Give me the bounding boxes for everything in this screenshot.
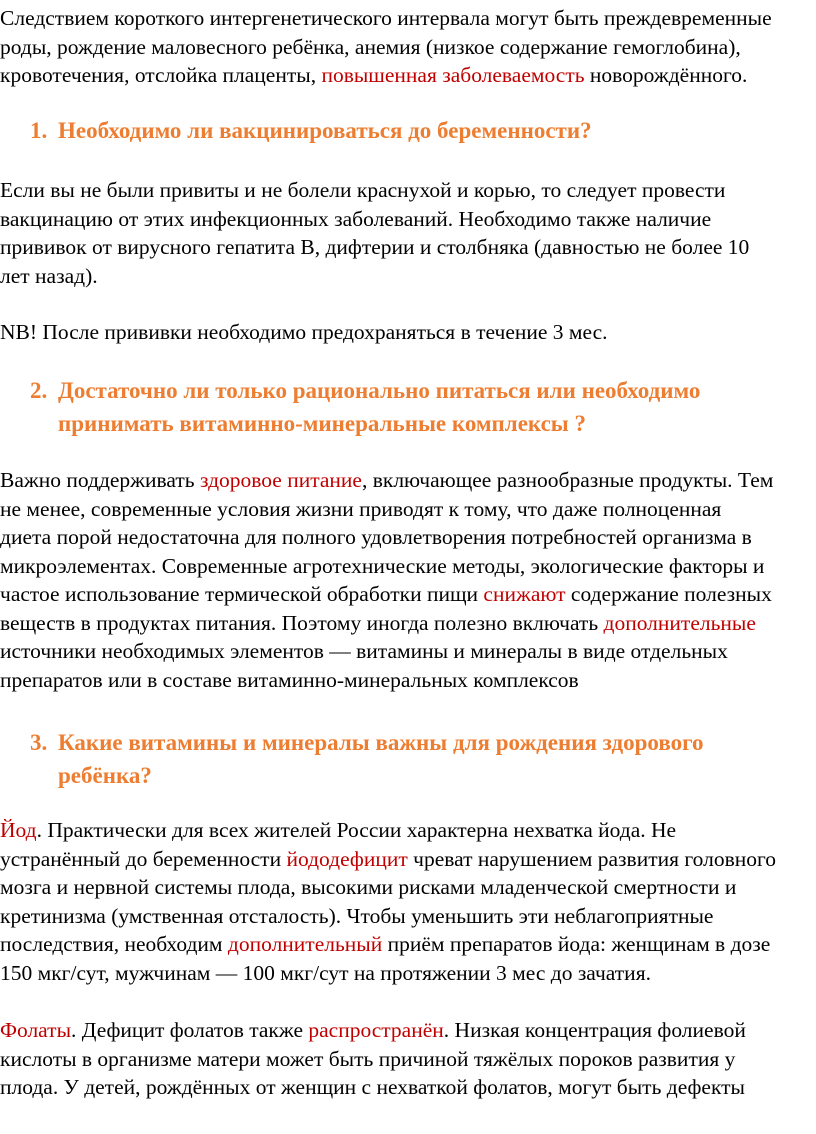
heading-line [30, 114, 810, 147]
highlighted-term: дополнительные [603, 610, 756, 635]
highlighted-term: распространён [308, 1018, 444, 1042]
text-line [0, 1016, 816, 1045]
highlighted-term: Йод [0, 818, 37, 842]
highlighted-term: Фолаты [0, 1018, 72, 1042]
highlighted-term: здоровое питание [199, 468, 362, 492]
section-heading-1 [30, 114, 810, 147]
heading-text: принимать витаминно-минеральные комплексы ? [58, 411, 587, 436]
heading-number: 2. [30, 378, 48, 403]
highlighted-term: повышенная заболеваемость [321, 63, 585, 87]
section-heading-3 [30, 726, 810, 792]
diet-paragraph [0, 466, 816, 694]
text-line: мозга и нервной системы плода, высокими рисками младенческой смертности и [0, 875, 737, 899]
text-run: веществ в продуктах питания. Поэтому иногда полезно включать [0, 610, 604, 635]
text-line: кретинизма (умственная отсталость). Чтобы уменьшить эти неблагоприятные [0, 903, 714, 928]
text-line: лет назад). [0, 263, 98, 288]
text-run: . Дефицит фолатов также [71, 1018, 309, 1042]
heading-line [30, 374, 810, 407]
heading-number: 1. [30, 118, 48, 143]
text-line: вакцинацию от этих инфекционных заболеваний. Необходимо также наличие [0, 206, 712, 231]
text-line [0, 580, 816, 609]
text-line: плода. У детей, рождённых от женщин с нехваткой фолатов, могут быть дефекты [0, 1075, 745, 1099]
text-run: новорождённого. [584, 63, 748, 87]
heading-text: Достаточно ли только рационально питаться или необходимо [58, 378, 701, 403]
text-line: диета порой недостаточна для полного удовлетворения потребностей организма в [0, 525, 752, 549]
text-line: прививок от вирусного гепатита В, дифтерии и столбняка (давностью не более 10 [0, 235, 750, 259]
text-line [0, 930, 816, 959]
intro-paragraph [0, 4, 816, 90]
heading-line [30, 407, 810, 440]
section-heading-2 [30, 374, 810, 440]
text-run: . Низкая концентрация фолиевой [443, 1018, 746, 1042]
heading-text: ребёнка? [58, 763, 152, 788]
highlighted-term: снижают [483, 582, 566, 606]
text-run: , включающее разнообразные продукты. Тем [361, 468, 774, 492]
text-run: частое использование термической обработки пищи [0, 582, 484, 606]
iodine-paragraph [0, 816, 816, 987]
text-run: устранённый до беременности [0, 846, 287, 871]
text-line [0, 845, 816, 874]
text-line: источники необходимых элементов — витамины и минералы в виде отдельных [0, 639, 728, 663]
text-line [0, 816, 816, 845]
text-run: . Практически для всех жителей России характерна нехватка йода. Не [36, 818, 677, 842]
text-line [0, 466, 816, 495]
text-line: Следствием короткого интергенетического интервала могут быть преждевременные [0, 6, 772, 30]
text-line: препаратов или в составе витаминно-минеральных комплексов [0, 667, 579, 692]
text-line: не менее, современные условия жизни приводят к тому, что даже полноценная [0, 496, 722, 521]
text-line [0, 61, 816, 90]
folate-paragraph [0, 1016, 816, 1102]
text-run: приём препаратов йода: женщинам в дозе [382, 932, 771, 956]
heading-text: Какие витамины и минералы важны для рождения здорового [58, 730, 704, 755]
text-run: кровотечения, отслойка плаценты, [0, 63, 322, 87]
text-line: 150 мкг/сут, мужчинам — 100 мкг/сут на протяжении 3 мес до зачатия. [0, 960, 651, 985]
text-run: чреват нарушением развития головного [407, 846, 777, 871]
heading-line [30, 726, 810, 759]
text-line: микроэлементах. Современные агротехнические методы, экологические факторы и [0, 553, 765, 578]
heading-text: Необходимо ли вакцинироваться до беременности? [58, 118, 592, 143]
vaccination-paragraph [0, 176, 816, 290]
text-run: содержание полезных [565, 582, 772, 606]
text-run: Важно поддерживать [0, 468, 200, 492]
nb-paragraph [0, 318, 816, 347]
text-line: Если вы не были привиты и не болели краснухой и корью, то следует провести [0, 178, 726, 202]
text-line: NB! После прививки необходимо предохраняться в течение 3 мес. [0, 320, 608, 344]
text-run: последствия, необходим [0, 932, 228, 956]
highlighted-term: дополнительный [227, 932, 383, 956]
text-line: роды, рождение маловесного ребёнка, анемия (низкое содержание гемоглобина), [0, 34, 741, 59]
text-line: кислоты в организме матери может быть причиной тяжёлых пороков развития у [0, 1046, 736, 1071]
heading-number: 3. [30, 730, 48, 755]
highlighted-term: йододефицит [286, 846, 408, 871]
text-line [0, 609, 816, 638]
heading-line [30, 759, 810, 792]
